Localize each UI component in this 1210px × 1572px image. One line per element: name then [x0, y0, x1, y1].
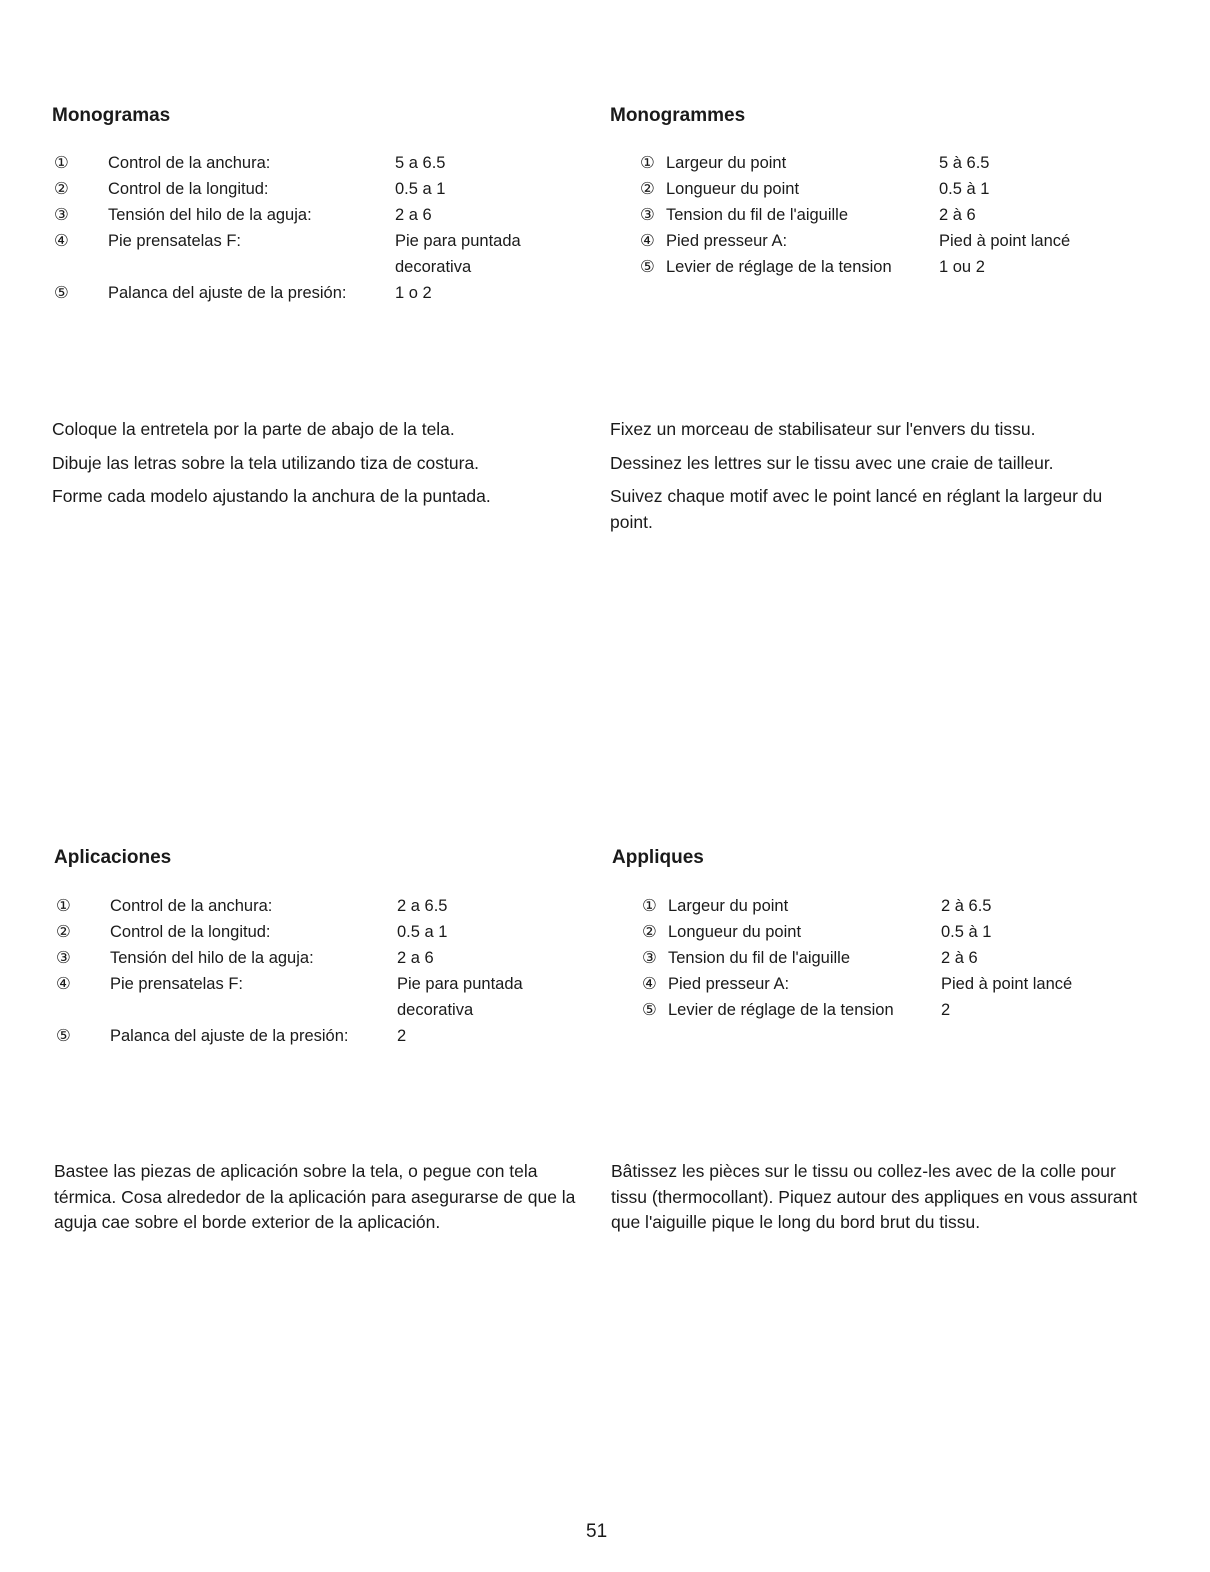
- paragraph: Bâtissez les pièces sur le tissu ou collez-les avec de la colle pour tissu (thermocollant). Piquez autour des appliques en vous assurant que l'aiguille pique le long du bord brut du tissu.: [611, 1161, 1138, 1232]
- setting-value: 2: [397, 1027, 407, 1045]
- setting-value: 2: [941, 1001, 951, 1019]
- setting-label: Pied presseur A:: [668, 975, 790, 993]
- settings-table-monogramas: [54, 150, 574, 306]
- number-marker: ③: [56, 949, 71, 967]
- setting-value: 1 o 2: [395, 284, 432, 302]
- number-marker: ②: [642, 923, 657, 941]
- number-marker: ①: [640, 154, 655, 172]
- setting-value: 2 a 6: [395, 206, 432, 224]
- settings-table-aplicaciones: [56, 893, 576, 1049]
- section-title-monogramas: Monogramas: [52, 105, 171, 126]
- settings-row: [640, 150, 1140, 176]
- paragraph: Bastee las piezas de aplicación sobre la tela, o pegue con tela térmica. Cosa alrededor de la aplicación para asegurarse de que la aguja cae sobre el borde exterior de la aplicación.: [54, 1161, 576, 1232]
- setting-label: Largeur du point: [668, 897, 789, 915]
- section-title-aplicaciones: Aplicaciones: [54, 847, 172, 868]
- settings-row: [54, 150, 574, 176]
- setting-value: Pie para puntada decorativa: [397, 975, 523, 1019]
- setting-value: 0.5 a 1: [395, 180, 446, 198]
- number-marker: ⑤: [642, 1001, 657, 1019]
- setting-label: Control de la longitud:: [108, 180, 269, 198]
- section-title-appliques: Appliques: [612, 847, 704, 868]
- setting-label: Largeur du point: [666, 154, 787, 172]
- setting-label: Tension du fil de l'aiguille: [668, 949, 851, 967]
- settings-row: [56, 1023, 576, 1049]
- number-marker: ④: [640, 232, 655, 250]
- setting-value: 0.5 à 1: [941, 923, 992, 941]
- settings-row: [642, 945, 1142, 971]
- setting-label: Pie prensatelas F:: [108, 232, 241, 250]
- settings-row: [54, 228, 574, 280]
- settings-table-monogrammes: [640, 150, 1140, 280]
- settings-row: [640, 202, 1140, 228]
- settings-row: [642, 971, 1142, 997]
- setting-label: Tensión del hilo de la aguja:: [108, 206, 312, 224]
- setting-value: Pie para puntada decorativa: [395, 232, 521, 276]
- setting-value: 5 a 6.5: [395, 154, 446, 172]
- settings-row: [640, 176, 1140, 202]
- settings-row: [54, 202, 574, 228]
- number-marker: ①: [56, 897, 71, 915]
- settings-row: [56, 919, 576, 945]
- setting-value: 0.5 a 1: [397, 923, 448, 941]
- settings-row: [56, 971, 576, 1023]
- page-number: 51: [586, 1521, 608, 1542]
- number-marker: ⑤: [54, 284, 69, 302]
- settings-row: [642, 919, 1142, 945]
- setting-label: Tension du fil de l'aiguille: [666, 206, 849, 224]
- settings-row: [642, 997, 1142, 1023]
- setting-label: Longueur du point: [666, 180, 800, 198]
- setting-value: Pied à point lancé: [939, 232, 1071, 250]
- paragraph: Dessinez les lettres sur le tissu avec une craie de tailleur.: [610, 452, 1054, 473]
- setting-label: Tensión del hilo de la aguja:: [110, 949, 314, 967]
- setting-value: 1 ou 2: [939, 258, 985, 276]
- settings-row: [56, 893, 576, 919]
- setting-value: 5 à 6.5: [939, 154, 990, 172]
- settings-row: [56, 945, 576, 971]
- settings-row: [642, 893, 1142, 919]
- setting-label: Control de la anchura:: [108, 154, 271, 172]
- setting-value: 2 à 6.5: [941, 897, 992, 915]
- paragraph: Coloque la entretela por la parte de abajo de la tela.: [52, 419, 455, 439]
- number-marker: ②: [640, 180, 655, 198]
- instructions-monogramas: [52, 417, 572, 518]
- setting-label: Levier de réglage de la tension: [668, 1001, 894, 1019]
- setting-value: 2 à 6: [939, 206, 976, 224]
- number-marker: ⑤: [640, 258, 655, 276]
- setting-label: Longueur du point: [668, 923, 802, 941]
- number-marker: ②: [56, 923, 71, 941]
- number-marker: ③: [642, 949, 657, 967]
- setting-value: 2 a 6: [397, 949, 434, 967]
- setting-label: Control de la anchura:: [110, 897, 273, 915]
- number-marker: ②: [54, 180, 69, 198]
- setting-label: Palanca del ajuste de la presión:: [110, 1027, 349, 1045]
- paragraph: Fixez un morceau de stabilisateur sur l'envers du tissu.: [610, 419, 1036, 439]
- section-title-monogrammes: Monogrammes: [610, 105, 746, 126]
- setting-label: Levier de réglage de la tension: [666, 258, 892, 276]
- number-marker: ④: [56, 975, 71, 993]
- number-marker: ③: [54, 206, 69, 224]
- instructions-aplicaciones: [54, 1159, 584, 1244]
- paragraph: Dibuje las letras sobre la tela utilizando tiza de costura.: [52, 452, 480, 473]
- paragraph: Forme cada modelo ajustando la anchura de la puntada.: [52, 486, 491, 506]
- instructions-appliques: [611, 1159, 1141, 1244]
- setting-label: Pied presseur A:: [666, 232, 788, 250]
- settings-row: [54, 280, 574, 306]
- settings-row: [54, 176, 574, 202]
- setting-label: Control de la longitud:: [110, 923, 271, 941]
- instructions-monogrammes: [610, 417, 1130, 543]
- settings-row: [640, 254, 1140, 280]
- setting-value: 2 a 6.5: [397, 897, 448, 915]
- number-marker: ⑤: [56, 1027, 71, 1045]
- settings-row: [640, 228, 1140, 254]
- settings-table-appliques: [642, 893, 1142, 1023]
- setting-value: 0.5 à 1: [939, 180, 990, 198]
- setting-label: Palanca del ajuste de la presión:: [108, 284, 347, 302]
- setting-value: 2 à 6: [941, 949, 978, 967]
- setting-label: Pie prensatelas F:: [110, 975, 243, 993]
- number-marker: ④: [54, 232, 69, 250]
- number-marker: ③: [640, 206, 655, 224]
- number-marker: ④: [642, 975, 657, 993]
- setting-value: Pied à point lancé: [941, 975, 1073, 993]
- number-marker: ①: [642, 897, 657, 915]
- paragraph: Suivez chaque motif avec le point lancé en réglant la largeur du point.: [610, 486, 1103, 532]
- number-marker: ①: [54, 154, 69, 172]
